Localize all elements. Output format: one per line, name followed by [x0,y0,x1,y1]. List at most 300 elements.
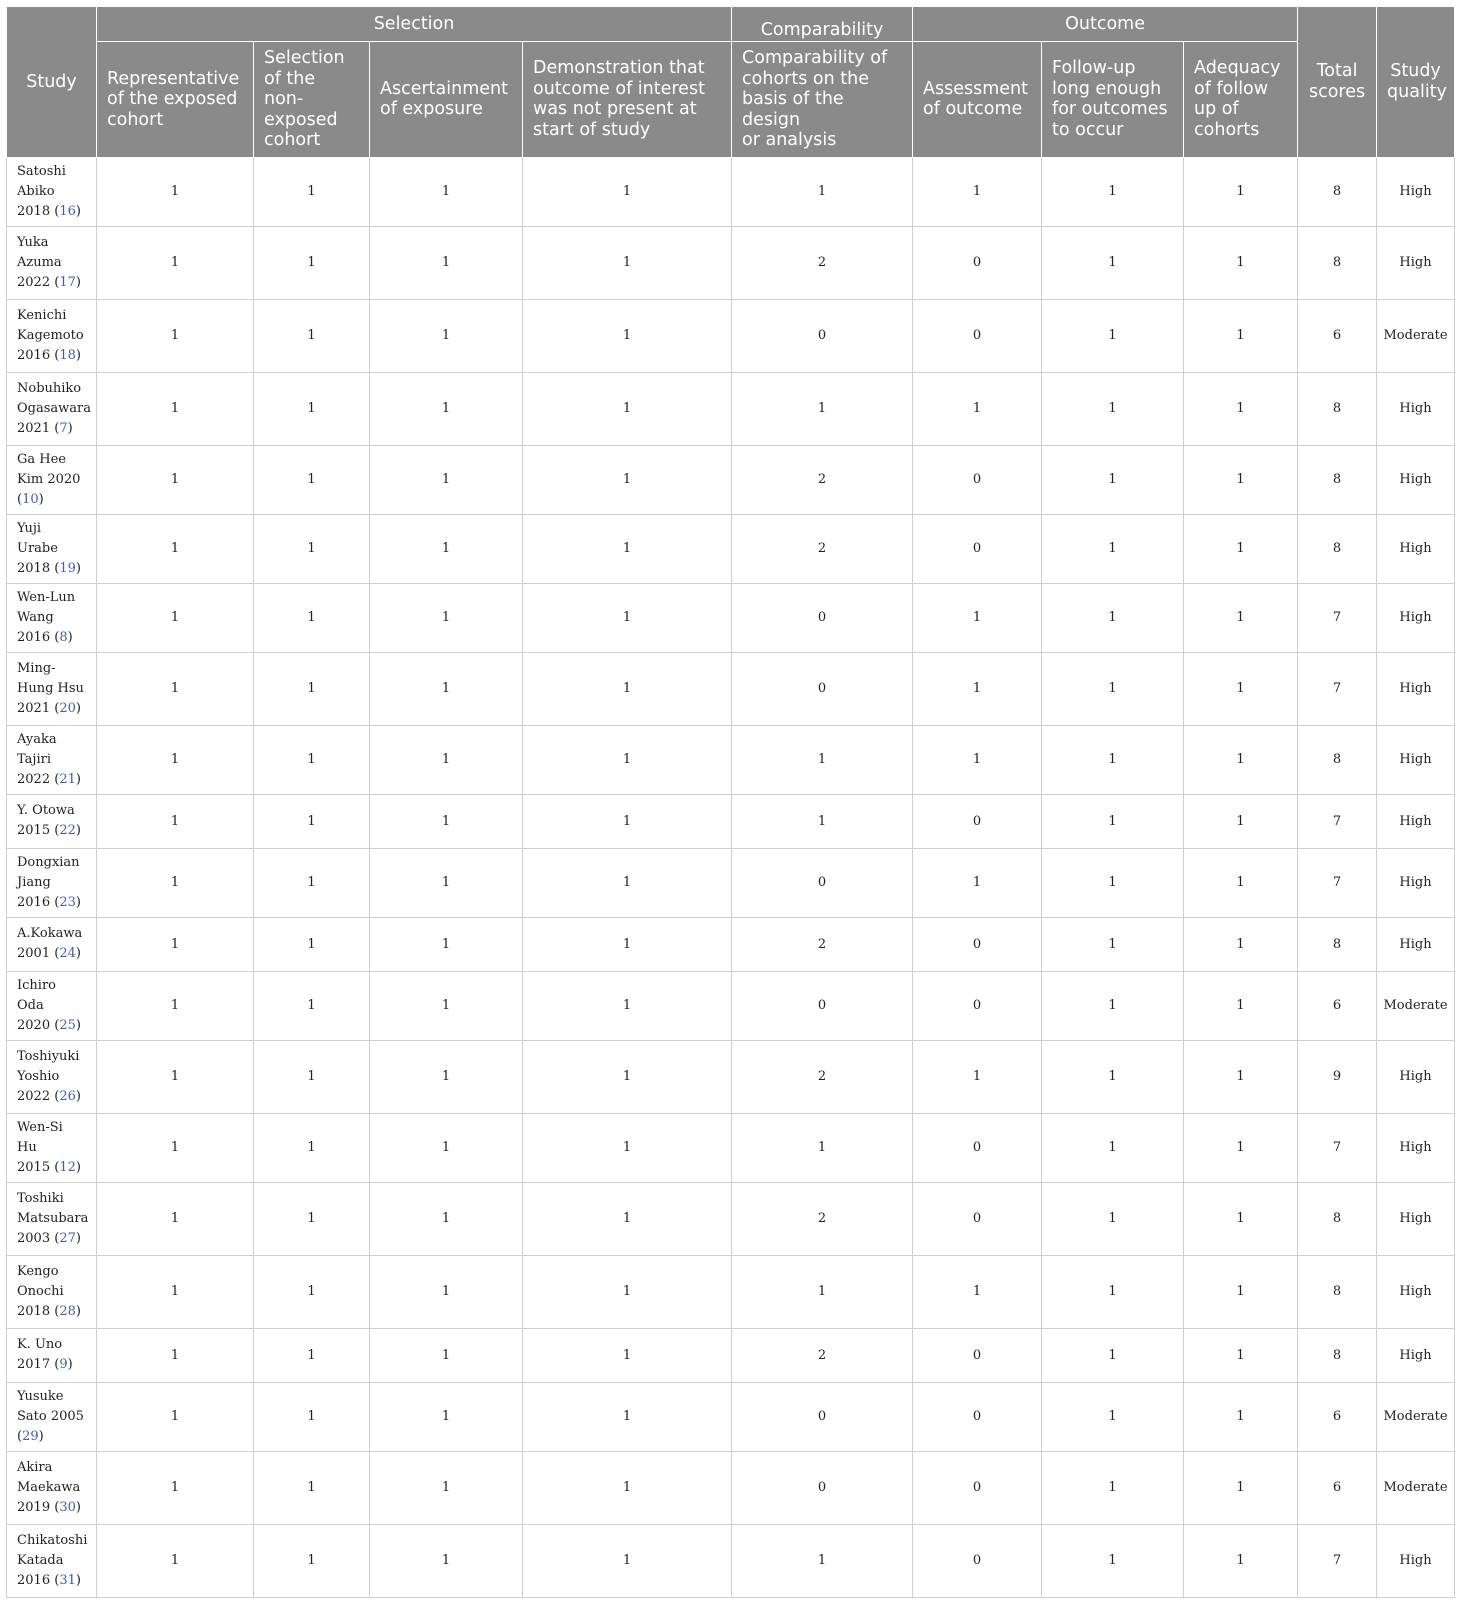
study-name-line: Toshiyuki [17,1048,80,1064]
followup-cell: 1 [1042,1328,1184,1382]
reference-link[interactable]: 29 [22,1428,39,1444]
followup-cell: 1 [1042,848,1184,917]
header-study-quality [1377,7,1455,158]
selection-nonexposed-cell: 1 [254,1524,370,1597]
study-cell: Yuji Urabe 2018 (19) [7,514,97,583]
selection-nonexposed-cell: 1 [254,157,370,226]
reference-link[interactable]: 16 [59,203,76,219]
representative-cell: 1 [97,1182,254,1255]
study-quality-cell: High [1377,583,1455,652]
study-cell: Akira Maekawa 2019 (30) [7,1451,97,1524]
total-score-cell: 8 [1298,1328,1377,1382]
comparability-cell: 2 [732,445,913,514]
header-selection-nonexposed-line: of the [264,68,316,89]
study-name-line: Y. Otowa [17,803,75,818]
selection-nonexposed-cell: 1 [254,971,370,1040]
adequacy-cell: 1 [1184,917,1298,971]
assessment-cell: 1 [913,848,1042,917]
followup-cell: 1 [1042,1382,1184,1451]
study-cell: Ayaka Tajiri 2022 (21) [7,725,97,794]
comparability-cell: 1 [732,1524,913,1597]
study-quality-cell: High [1377,1328,1455,1382]
study-cell: Kengo Onochi 2018 (28) [7,1255,97,1328]
header-followup-line: Follow-up [1052,58,1136,79]
header-total-scores [1298,7,1377,158]
assessment-cell: 0 [913,1451,1042,1524]
study-name-line: Kengo [17,1263,59,1279]
study-cell: Kenichi Kagemoto 2016 (18) [7,299,97,372]
representative-cell: 1 [97,1113,254,1182]
header-ascertainment [370,42,523,158]
study-name-line: Wen-Lun [17,589,76,605]
reference-link[interactable]: 8 [59,629,68,645]
study-name-line: Wen-Si Hu [17,1119,63,1155]
header-selection-nonexposed-line: non- [264,89,304,109]
header-comparability-cohorts-line: Comparability of [742,48,888,68]
study-name-line: 2017 [17,1357,51,1372]
study-cell: Dongxian Jiang 2016 (23) [7,848,97,917]
table-row [7,848,1455,917]
adequacy-cell: 1 [1184,971,1298,1040]
total-score-cell: 6 [1298,1382,1377,1451]
table-row [7,583,1455,652]
header-followup-line: for outcomes [1052,99,1168,120]
followup-cell: 1 [1042,971,1184,1040]
representative-cell: 1 [97,157,254,226]
study-name-line: Jiang 2016 [17,874,51,910]
study-quality-cell: Moderate [1377,1382,1455,1451]
header-total-scores-line: Total [1316,61,1358,82]
study-name-line: Nobuhiko [17,380,82,396]
ascertainment-cell: 1 [370,445,523,514]
assessment-cell: 0 [913,299,1042,372]
total-score-cell: 6 [1298,971,1377,1040]
study-quality-cell: High [1377,1182,1455,1255]
demonstration-cell: 1 [523,971,732,1040]
reference-link[interactable]: 22 [59,823,76,838]
assessment-cell: 1 [913,725,1042,794]
followup-cell: 1 [1042,1113,1184,1182]
study-name-line: Akira [17,1459,53,1475]
header-followup-line: long enough [1052,78,1162,99]
reference-link[interactable]: 7 [59,420,68,436]
comparability-cell: 1 [732,794,913,848]
study-cell: Ga Hee Kim 2020 (10) [7,445,97,514]
header-adequacy-line: of follow [1194,78,1269,99]
adequacy-cell: 1 [1184,372,1298,445]
selection-nonexposed-cell: 1 [254,652,370,725]
comparability-cell: 1 [732,372,913,445]
study-quality-cell: High [1377,445,1455,514]
header-comparability-cohorts-line: basis of the design [742,89,844,130]
ascertainment-cell: 1 [370,1040,523,1113]
selection-nonexposed-cell: 1 [254,372,370,445]
demonstration-cell: 1 [523,848,732,917]
representative-cell: 1 [97,1255,254,1328]
assessment-cell: 0 [913,1113,1042,1182]
reference-link[interactable]: 21 [59,771,76,787]
reference-link[interactable]: 12 [59,1159,76,1175]
ascertainment-cell: 1 [370,372,523,445]
demonstration-cell: 1 [523,583,732,652]
total-score-cell: 7 [1298,1524,1377,1597]
study-name-line: 2021 [17,420,51,436]
followup-cell: 1 [1042,583,1184,652]
study-name-line: Chikatoshi [17,1532,88,1548]
adequacy-cell: 1 [1184,848,1298,917]
followup-cell: 1 [1042,1040,1184,1113]
assessment-cell: 0 [913,514,1042,583]
reference-link[interactable]: 18 [59,347,76,363]
study-name-line: Ming- [17,660,56,676]
adequacy-cell: 1 [1184,1113,1298,1182]
study-cell: A.Kokawa 2001 (24) [7,917,97,971]
followup-cell: 1 [1042,1182,1184,1255]
comparability-cell: 2 [732,226,913,299]
study-name-line: 2021 [17,700,51,716]
selection-nonexposed-cell: 1 [254,583,370,652]
selection-nonexposed-cell: 1 [254,445,370,514]
assessment-cell: 1 [913,157,1042,226]
reference-link[interactable]: 28 [59,1303,76,1319]
demonstration-cell: 1 [523,1451,732,1524]
adequacy-cell: 1 [1184,583,1298,652]
comparability-cell: 2 [732,514,913,583]
table-row [7,1255,1455,1328]
study-name-line: Hung Hsu [17,680,84,696]
demonstration-cell: 1 [523,1328,732,1382]
study-name-line: Matsubara [17,1210,89,1226]
ascertainment-cell: 1 [370,226,523,299]
reference-link[interactable]: 26 [59,1088,76,1104]
study-name-line: Katada [17,1552,64,1568]
table-row [7,1113,1455,1182]
assessment-cell: 0 [913,445,1042,514]
representative-cell: 1 [97,514,254,583]
study-quality-cell: Moderate [1377,1451,1455,1524]
comparability-cell: 0 [732,299,913,372]
study-cell: Wen-Si Hu 2015 (12) [7,1113,97,1182]
followup-cell: 1 [1042,652,1184,725]
study-name-line: Maekawa [17,1479,81,1495]
study-name-line: Yuji Urabe [17,520,58,556]
ascertainment-cell: 1 [370,971,523,1040]
demonstration-cell: 1 [523,1113,732,1182]
table-body [7,157,1455,1597]
study-name-line: Ayaka [17,731,57,747]
selection-nonexposed-cell: 1 [254,848,370,917]
followup-cell: 1 [1042,917,1184,971]
reference-link[interactable]: 10 [22,491,39,507]
header-demonstration-line: Demonstration that [533,58,705,79]
header-ascertainment-line: of exposure [380,99,483,120]
study-cell: Y. Otowa 2015 (22) [7,794,97,848]
study-cell: Ichiro Oda 2020 (25) [7,971,97,1040]
study-quality-cell: High [1377,917,1455,971]
demonstration-cell: 1 [523,226,732,299]
study-name-line: Kim 2020 [17,471,81,487]
header-ascertainment-line: Ascertainment [380,78,508,99]
comparability-cell: 0 [732,652,913,725]
ascertainment-cell: 1 [370,1382,523,1451]
representative-cell: 1 [97,1382,254,1451]
representative-cell: 1 [97,1328,254,1382]
study-cell: Nobuhiko Ogasawara 2021 (7) [7,372,97,445]
study-name-line: Onochi [17,1283,64,1299]
table-row [7,372,1455,445]
total-score-cell: 9 [1298,1040,1377,1113]
study-cell: Toshiyuki Yoshio 2022 (26) [7,1040,97,1113]
table-row [7,445,1455,514]
study-name-line: Satoshi [17,163,66,179]
study-name-line: 2001 [17,946,51,961]
study-name-line: Yuka [17,234,49,250]
study-quality-cell: Moderate [1377,299,1455,372]
header-selection-nonexposed-line: Selection [264,48,345,68]
ascertainment-cell: 1 [370,725,523,794]
demonstration-cell: 1 [523,157,732,226]
header-outcome: Outcome [913,7,1298,42]
study-name-line: Tajiri 2022 [17,751,51,787]
total-score-cell: 8 [1298,372,1377,445]
study-quality-cell: High [1377,226,1455,299]
header-criteria-row [7,42,1455,158]
representative-cell: 1 [97,372,254,445]
total-score-cell: 7 [1298,1113,1377,1182]
selection-nonexposed-cell: 1 [254,1328,370,1382]
followup-cell: 1 [1042,1451,1184,1524]
total-score-cell: 6 [1298,1451,1377,1524]
total-score-cell: 6 [1298,299,1377,372]
total-score-cell: 8 [1298,445,1377,514]
table-header [7,7,1455,158]
comparability-cell: 0 [732,1382,913,1451]
representative-cell: 1 [97,725,254,794]
study-cell: Satoshi Abiko 2018 (16) [7,157,97,226]
reference-link[interactable]: 17 [59,274,76,290]
assessment-cell: 1 [913,372,1042,445]
study-name-line: 2018 [17,1303,51,1319]
header-representative-line: cohort [107,109,164,130]
study-quality-cell: High [1377,848,1455,917]
representative-cell: 1 [97,1451,254,1524]
study-name-line: Ogasawara [17,400,91,416]
header-assessment [913,42,1042,158]
study-quality-cell: High [1377,157,1455,226]
header-study-quality-line: Study [1390,61,1441,82]
followup-cell: 1 [1042,157,1184,226]
header-followup-line: to occur [1052,119,1124,140]
adequacy-cell: 1 [1184,1524,1298,1597]
reference-link[interactable]: 30 [59,1499,76,1515]
header-assessment-line: of outcome [923,99,1023,120]
table-row [7,299,1455,372]
comparability-cell: 1 [732,1255,913,1328]
reference-link[interactable]: 19 [59,560,76,576]
total-score-cell: 7 [1298,583,1377,652]
representative-cell: 1 [97,583,254,652]
selection-nonexposed-cell: 1 [254,1182,370,1255]
comparability-cell: 2 [732,917,913,971]
study-name-line: 2015 [17,1159,51,1175]
study-name-line: Ga Hee [17,451,66,467]
table-row [7,917,1455,971]
adequacy-cell: 1 [1184,514,1298,583]
table-row [7,514,1455,583]
ascertainment-cell: 1 [370,514,523,583]
table-row [7,794,1455,848]
reference-link[interactable]: 9 [59,1357,68,1372]
reference-link[interactable]: 24 [59,946,76,961]
demonstration-cell: 1 [523,725,732,794]
representative-cell: 1 [97,971,254,1040]
study-name-line: Yusuke [17,1388,64,1404]
representative-cell: 1 [97,794,254,848]
assessment-cell: 1 [913,1040,1042,1113]
ascertainment-cell: 1 [370,1182,523,1255]
selection-nonexposed-cell: 1 [254,1255,370,1328]
study-name-line: 2018 [17,560,51,576]
ascertainment-cell: 1 [370,917,523,971]
table-row [7,1040,1455,1113]
header-adequacy-line: up of [1194,99,1239,120]
total-score-cell: 8 [1298,1255,1377,1328]
study-cell: Yuka Azuma 2022 (17) [7,226,97,299]
adequacy-cell: 1 [1184,299,1298,372]
demonstration-cell: 1 [523,1255,732,1328]
total-score-cell: 8 [1298,157,1377,226]
assessment-cell: 1 [913,1255,1042,1328]
table-row [7,1451,1455,1524]
study-quality-cell: High [1377,794,1455,848]
table-row [7,971,1455,1040]
assessment-cell: 0 [913,1328,1042,1382]
header-selection-nonexposed-line: exposed [264,109,338,130]
study-cell: Yusuke Sato 2005 (29) [7,1382,97,1451]
header-comparability-cohorts-line: or analysis [742,130,837,150]
demonstration-cell: 1 [523,917,732,971]
reference-link[interactable]: 27 [59,1230,76,1246]
reference-link[interactable]: 23 [59,894,76,910]
study-name-line: Dongxian [17,854,80,870]
followup-cell: 1 [1042,372,1184,445]
header-comparability-cohorts [732,42,913,158]
header-group-row [7,7,1455,42]
assessment-cell: 0 [913,1382,1042,1451]
adequacy-cell: 1 [1184,1382,1298,1451]
demonstration-cell: 1 [523,445,732,514]
total-score-cell: 8 [1298,725,1377,794]
header-selection-nonexposed [254,42,370,158]
demonstration-cell: 1 [523,794,732,848]
header-comparability: Comparability [732,7,913,42]
quality-assessment-table-container [6,6,1454,1598]
representative-cell: 1 [97,445,254,514]
ascertainment-cell: 1 [370,1451,523,1524]
quality-assessment-table [6,6,1455,1598]
adequacy-cell: 1 [1184,1451,1298,1524]
comparability-cell: 2 [732,1040,913,1113]
study-name-line: 2022 [17,274,51,290]
adequacy-cell: 1 [1184,1182,1298,1255]
ascertainment-cell: 1 [370,794,523,848]
header-representative [97,42,254,158]
assessment-cell: 1 [913,652,1042,725]
study-name-line: 2016 [17,347,51,363]
followup-cell: 1 [1042,794,1184,848]
table-row [7,1382,1455,1451]
demonstration-cell: 1 [523,372,732,445]
followup-cell: 1 [1042,445,1184,514]
reference-link[interactable]: 20 [59,700,76,716]
study-name-line: Abiko 2018 [17,183,55,219]
comparability-cell: 0 [732,971,913,1040]
comparability-cell: 1 [732,725,913,794]
adequacy-cell: 1 [1184,1040,1298,1113]
study-name-line: Yoshio [17,1068,60,1084]
total-score-cell: 7 [1298,794,1377,848]
adequacy-cell: 1 [1184,157,1298,226]
selection-nonexposed-cell: 1 [254,1382,370,1451]
comparability-cell: 0 [732,583,913,652]
comparability-cell: 2 [732,1182,913,1255]
study-name-line: Kagemoto [17,327,84,343]
followup-cell: 1 [1042,1524,1184,1597]
study-cell: Wen-Lun Wang 2016 (8) [7,583,97,652]
study-quality-cell: Moderate [1377,971,1455,1040]
total-score-cell: 8 [1298,226,1377,299]
reference-link[interactable]: 31 [59,1572,76,1588]
ascertainment-cell: 1 [370,1113,523,1182]
study-quality-cell: High [1377,1040,1455,1113]
total-score-cell: 8 [1298,1182,1377,1255]
header-representative-line: Representative [107,68,240,89]
total-score-cell: 8 [1298,514,1377,583]
study-name-line: Kenichi [17,307,67,323]
selection-nonexposed-cell: 1 [254,725,370,794]
adequacy-cell: 1 [1184,725,1298,794]
header-demonstration-line: start of study [533,119,651,140]
study-quality-cell: High [1377,514,1455,583]
header-adequacy-line: Adequacy [1194,58,1281,79]
table-row [7,725,1455,794]
followup-cell: 1 [1042,299,1184,372]
study-name-line: 2016 [17,1572,51,1588]
ascertainment-cell: 1 [370,652,523,725]
study-name-line: 2003 [17,1230,51,1246]
followup-cell: 1 [1042,226,1184,299]
ascertainment-cell: 1 [370,1255,523,1328]
reference-link[interactable]: 25 [59,1017,76,1033]
header-selection-nonexposed-line: cohort [264,130,321,150]
assessment-cell: 0 [913,971,1042,1040]
total-score-cell: 8 [1298,917,1377,971]
comparability-cell: 2 [732,1328,913,1382]
study-name-line: 2019 [17,1499,51,1515]
comparability-cell: 0 [732,1451,913,1524]
followup-cell: 1 [1042,1255,1184,1328]
representative-cell: 1 [97,1040,254,1113]
ascertainment-cell: 1 [370,583,523,652]
study-quality-cell: High [1377,372,1455,445]
study-quality-cell: High [1377,1524,1455,1597]
study-name-line: Wang 2016 [17,609,54,645]
header-followup [1042,42,1184,158]
followup-cell: 1 [1042,725,1184,794]
selection-nonexposed-cell: 1 [254,1113,370,1182]
ascertainment-cell: 1 [370,157,523,226]
ascertainment-cell: 1 [370,1328,523,1382]
